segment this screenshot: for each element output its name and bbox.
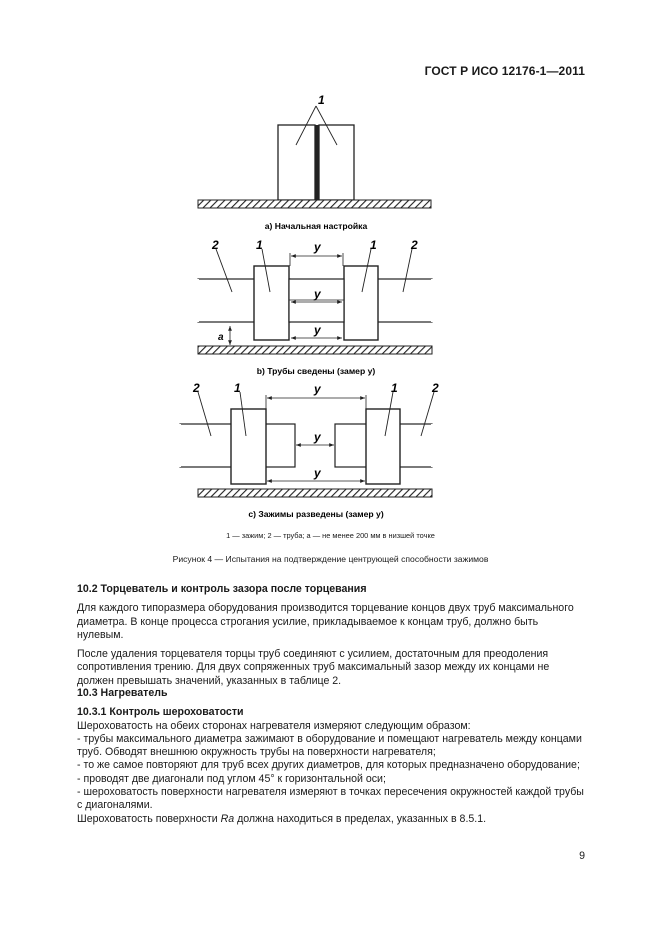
paragraph-10-2-1 — [77, 602, 585, 642]
caption-b: b) Трубы сведены (замер y) — [256, 366, 376, 376]
label-y-b-top: y — [314, 240, 321, 254]
paragraph-10-3-1: Шероховатость на обеих сторонах нагревателя измеряют следующим образом: — [77, 719, 471, 732]
paragraph-10-2-2 — [77, 648, 585, 688]
label-2-b-right: 2 — [411, 238, 418, 252]
section-10-2 — [77, 583, 585, 688]
label-1-a: 1 — [318, 93, 325, 107]
caption-a: a) Начальная настройка — [264, 221, 368, 231]
label-y-c-bot: y — [314, 466, 321, 480]
document-id-header: ГОСТ Р ИСО 12176-1—2011 — [424, 64, 585, 78]
clamp-left-a — [278, 125, 315, 200]
label-2-c-right: 2 — [432, 381, 439, 395]
label-1-c-left: 1 — [234, 381, 241, 395]
label-1-c-right: 1 — [391, 381, 398, 395]
label-y-c-top: y — [314, 382, 321, 396]
paragraph-text: После удаления торцевателя торцы труб соединяют с усилием, достаточным для преодоления сопротивления трению. Для двух сопряженных труб максимальный зазор между их концами не должен превышать значений, указанных в таблице 2. — [77, 648, 550, 687]
figure-part-b — [198, 238, 432, 376]
label-1-b-left: 1 — [256, 238, 263, 252]
ra-symbol: Ra — [220, 812, 235, 825]
base-rail-a — [198, 200, 431, 208]
figure-legend: 1 — зажим; 2 — труба; a — не менее 200 мм в низшей точке — [226, 531, 435, 540]
figure-part-a — [198, 93, 431, 231]
label-2-b-left: 2 — [212, 238, 219, 252]
label-2-c-left: 2 — [193, 381, 200, 395]
bullet-4: - шероховатость поверхности нагревателя измеряют в точках пересечения окружностей каждой трубы с диагоналями. — [77, 786, 584, 812]
label-y-b-mid: y — [314, 287, 321, 301]
label-y-c-mid: y — [314, 430, 321, 444]
gap-bar-a — [315, 125, 320, 200]
section-10-3 — [77, 687, 585, 826]
base-rail-c — [198, 489, 432, 497]
bullet-1: - трубы максимального диаметра зажимают в оборудование и помещают нагреватель между концами труб. Обводят внешнюю окружность трубы на поверхности нагревателя; — [77, 732, 582, 759]
heading-10-3: 10.3 Нагреватель — [77, 687, 168, 699]
heading-10-3-1: 10.3.1 Контроль шероховатости — [77, 706, 244, 719]
clamp-right-c — [366, 409, 400, 484]
bullet-3: - проводят две диагонали под углом 45° к горизонтальной оси; — [77, 772, 386, 785]
text-part: Шероховатость поверхности — [77, 812, 221, 825]
clamp-left-c — [231, 409, 266, 484]
page-number: 9 — [579, 850, 585, 862]
clamp-left-b — [254, 266, 289, 340]
label-a-b: a — [218, 332, 224, 343]
paragraph-10-3-end — [77, 813, 585, 826]
label-1-b-right: 1 — [370, 238, 377, 252]
heading-10-2: 10.2 Торцеватель и контроль зазора после торцевания — [77, 583, 367, 595]
figure-title: Рисунок 4 — Испытания на подтверждение центрующей способности зажимов — [172, 554, 489, 564]
paragraph-text: Для каждого типоразмера оборудования производится торцевание концов двух труб максимального диаметра. В конце процесса строгания усилие, прикладываемое к концам труб, должно быть нулевым. — [77, 602, 574, 641]
clamp-right-b — [344, 266, 378, 340]
bullet-2: - то же самое повторяют для труб всех других диаметров, для которых предназначено оборудование; — [77, 759, 580, 772]
base-rail-b — [198, 346, 432, 354]
caption-c: c) Зажимы разведены (замер y) — [248, 509, 384, 519]
label-y-b-bot: y — [314, 323, 321, 337]
clamp-right-a — [319, 125, 354, 200]
text-part: должна находиться в пределах, указанных в 8.5.1. — [234, 812, 487, 825]
figure-part-c — [180, 381, 439, 519]
